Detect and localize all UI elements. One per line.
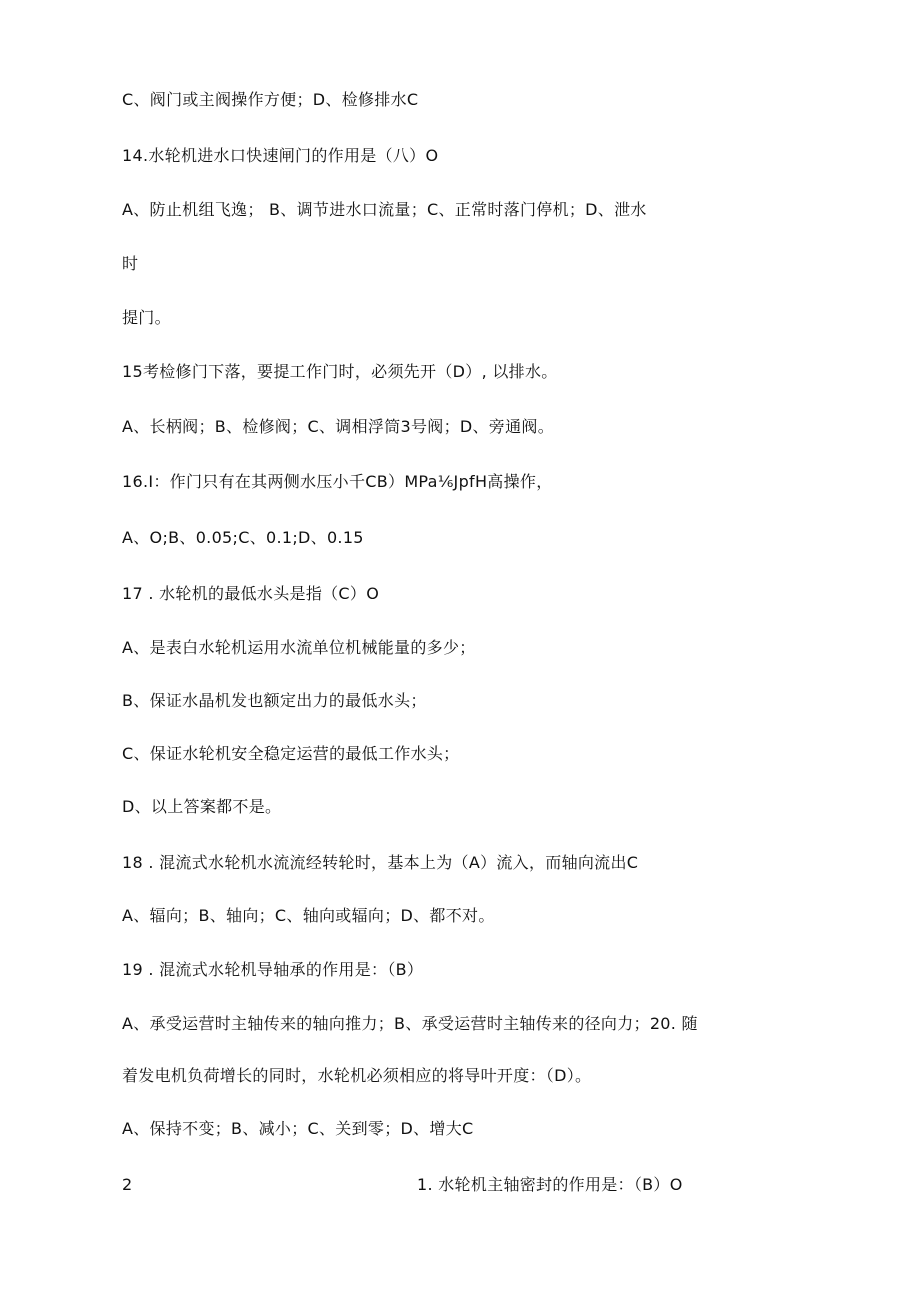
- option-17-c: C、保证水轮机安全稳定运营的最低工作水头；: [122, 744, 460, 763]
- option-17-b: B、保证水晶机发也额定出力的最低水头；: [122, 691, 427, 710]
- options-19: A、承受运营时主轴传来的轴向推力；B、承受运营时主轴传来的径向力；20. 随: [122, 1014, 698, 1033]
- text-line: 提门。: [122, 308, 171, 327]
- option-17-d: D、以上答案都不是。: [122, 797, 282, 816]
- question-21: 1. 水轮机主轴密封的作用是：（B）O: [417, 1175, 683, 1194]
- options-14: A、防止机组飞逸； B、调节进水口流量；C、正常时落门停机；D、泄水: [122, 200, 647, 219]
- options-16: A、O;B、0.05;C、0.1;D、0.15: [122, 528, 364, 547]
- question-14: 14.水轮机进水口快速闸门的作用是（八）O: [122, 146, 439, 165]
- options-20: A、保持不变；B、减小；C、关到零；D、增大C: [122, 1119, 474, 1138]
- text-line: 时: [122, 254, 139, 273]
- options-18: A、辐向；B、轴向；C、轴向或辐向；D、都不对。: [122, 906, 495, 925]
- options-15: A、长柄阀；B、检修阀；C、调相浮筒3号阀；D、旁通阀。: [122, 417, 554, 436]
- line-number: 2: [122, 1175, 133, 1194]
- question-17: 17 . 水轮机的最低水头是指（C）O: [122, 584, 380, 603]
- text-line: C、阀门或主阀操作方便；D、检修排水C: [122, 90, 419, 109]
- question-16: 16.I：作门只有在其两侧水压小千CB）MPa⅙JpfH高操作，: [122, 472, 553, 491]
- question-18: 18 . 混流式水轮机水流流经转轮时，基本上为（A）流入，而轴向流出C: [122, 853, 639, 872]
- question-15: 15考检修门下落，要提工作门时，必须先开（D）, 以排水。: [122, 362, 558, 381]
- option-17-a: A、是表白水轮机运用水流单位机械能量的多少；: [122, 638, 476, 657]
- question-20: 着发电机负荷增长的同时，水轮机必须相应的将导叶开度：（D）。: [122, 1066, 592, 1085]
- question-19: 19 . 混流式水轮机导轴承的作用是：（B）: [122, 960, 424, 979]
